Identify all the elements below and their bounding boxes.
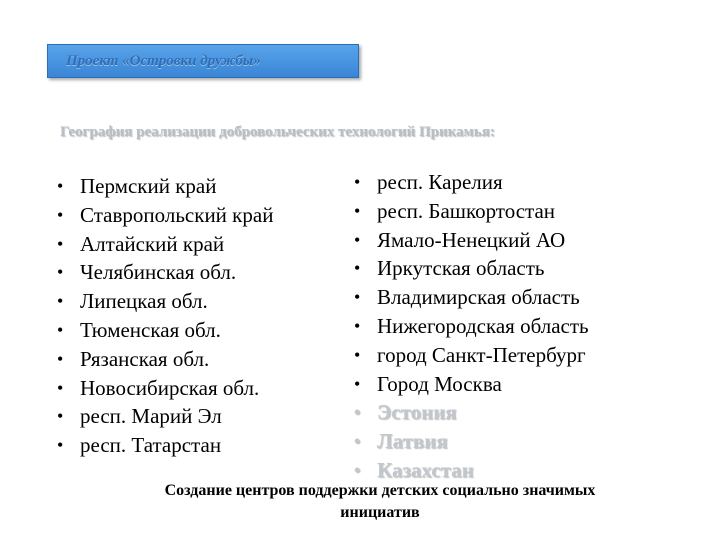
footer-line-2: инициатив (340, 504, 420, 521)
bullet-icon: • (57, 319, 64, 340)
list-item: • город Санкт-Петербург (377, 341, 589, 370)
list-item: • Ямало-Ненецкий АО (377, 226, 589, 255)
bullet-icon: • (354, 402, 361, 423)
regions-list-left (57, 172, 274, 460)
bullet-icon: • (354, 344, 361, 365)
bullet-icon: • (57, 233, 64, 254)
list-item: • Город Москва (377, 370, 589, 399)
list-item: • Казахстан (377, 456, 589, 485)
list-item: • Алтайский край (80, 230, 273, 259)
list-item: • Нижегородская область (377, 312, 589, 341)
bullet-icon: • (354, 172, 361, 192)
bullet-icon: • (354, 459, 361, 480)
bullet-icon: • (57, 204, 64, 225)
bullet-icon: • (57, 291, 64, 312)
list-item: • Липецкая обл. (80, 287, 273, 316)
list-item: • респ. Башкортостан (377, 197, 589, 226)
geography-heading: География реализации добровольческих технологий Прикамья: (60, 124, 495, 140)
bullet-icon: • (354, 315, 361, 336)
regions-list-right (354, 168, 589, 485)
list-item: • респ. Карелия (377, 168, 589, 197)
bullet-icon: • (354, 373, 361, 394)
list-item: • Иркутская область (377, 254, 589, 283)
bullet-icon: • (57, 435, 64, 456)
bullet-icon: • (354, 229, 361, 250)
bullet-icon: • (57, 377, 64, 398)
project-title-banner (47, 44, 359, 78)
list-item: • респ. Татарстан (80, 431, 273, 460)
bullet-icon: • (354, 258, 361, 279)
bullet-icon: • (57, 262, 64, 283)
list-item: • Владимирская область (377, 283, 589, 312)
list-item: • Рязанская обл. (80, 345, 273, 374)
bullet-icon: • (57, 406, 64, 427)
project-title: Проект «Островки дружбы» (66, 52, 261, 69)
list-item: • Эстония (377, 398, 589, 427)
bullet-icon: • (354, 287, 361, 308)
bullet-icon: • (57, 176, 64, 196)
bullet-icon: • (354, 431, 361, 452)
footer-caption (80, 480, 680, 524)
bullet-icon: • (354, 200, 361, 221)
list-item: • респ. Марий Эл (80, 402, 273, 431)
bullet-icon: • (57, 348, 64, 369)
footer-line-1: Создание центров поддержки детских социально значимых (164, 482, 596, 499)
list-item: • Челябинская обл. (80, 258, 273, 287)
list-item: • Пермский край (80, 172, 273, 201)
list-item: • Новосибирская обл. (80, 374, 273, 403)
list-item: • Латвия (377, 427, 589, 456)
list-item: • Тюменская обл. (80, 316, 273, 345)
list-item: • Ставропольский край (80, 201, 273, 230)
